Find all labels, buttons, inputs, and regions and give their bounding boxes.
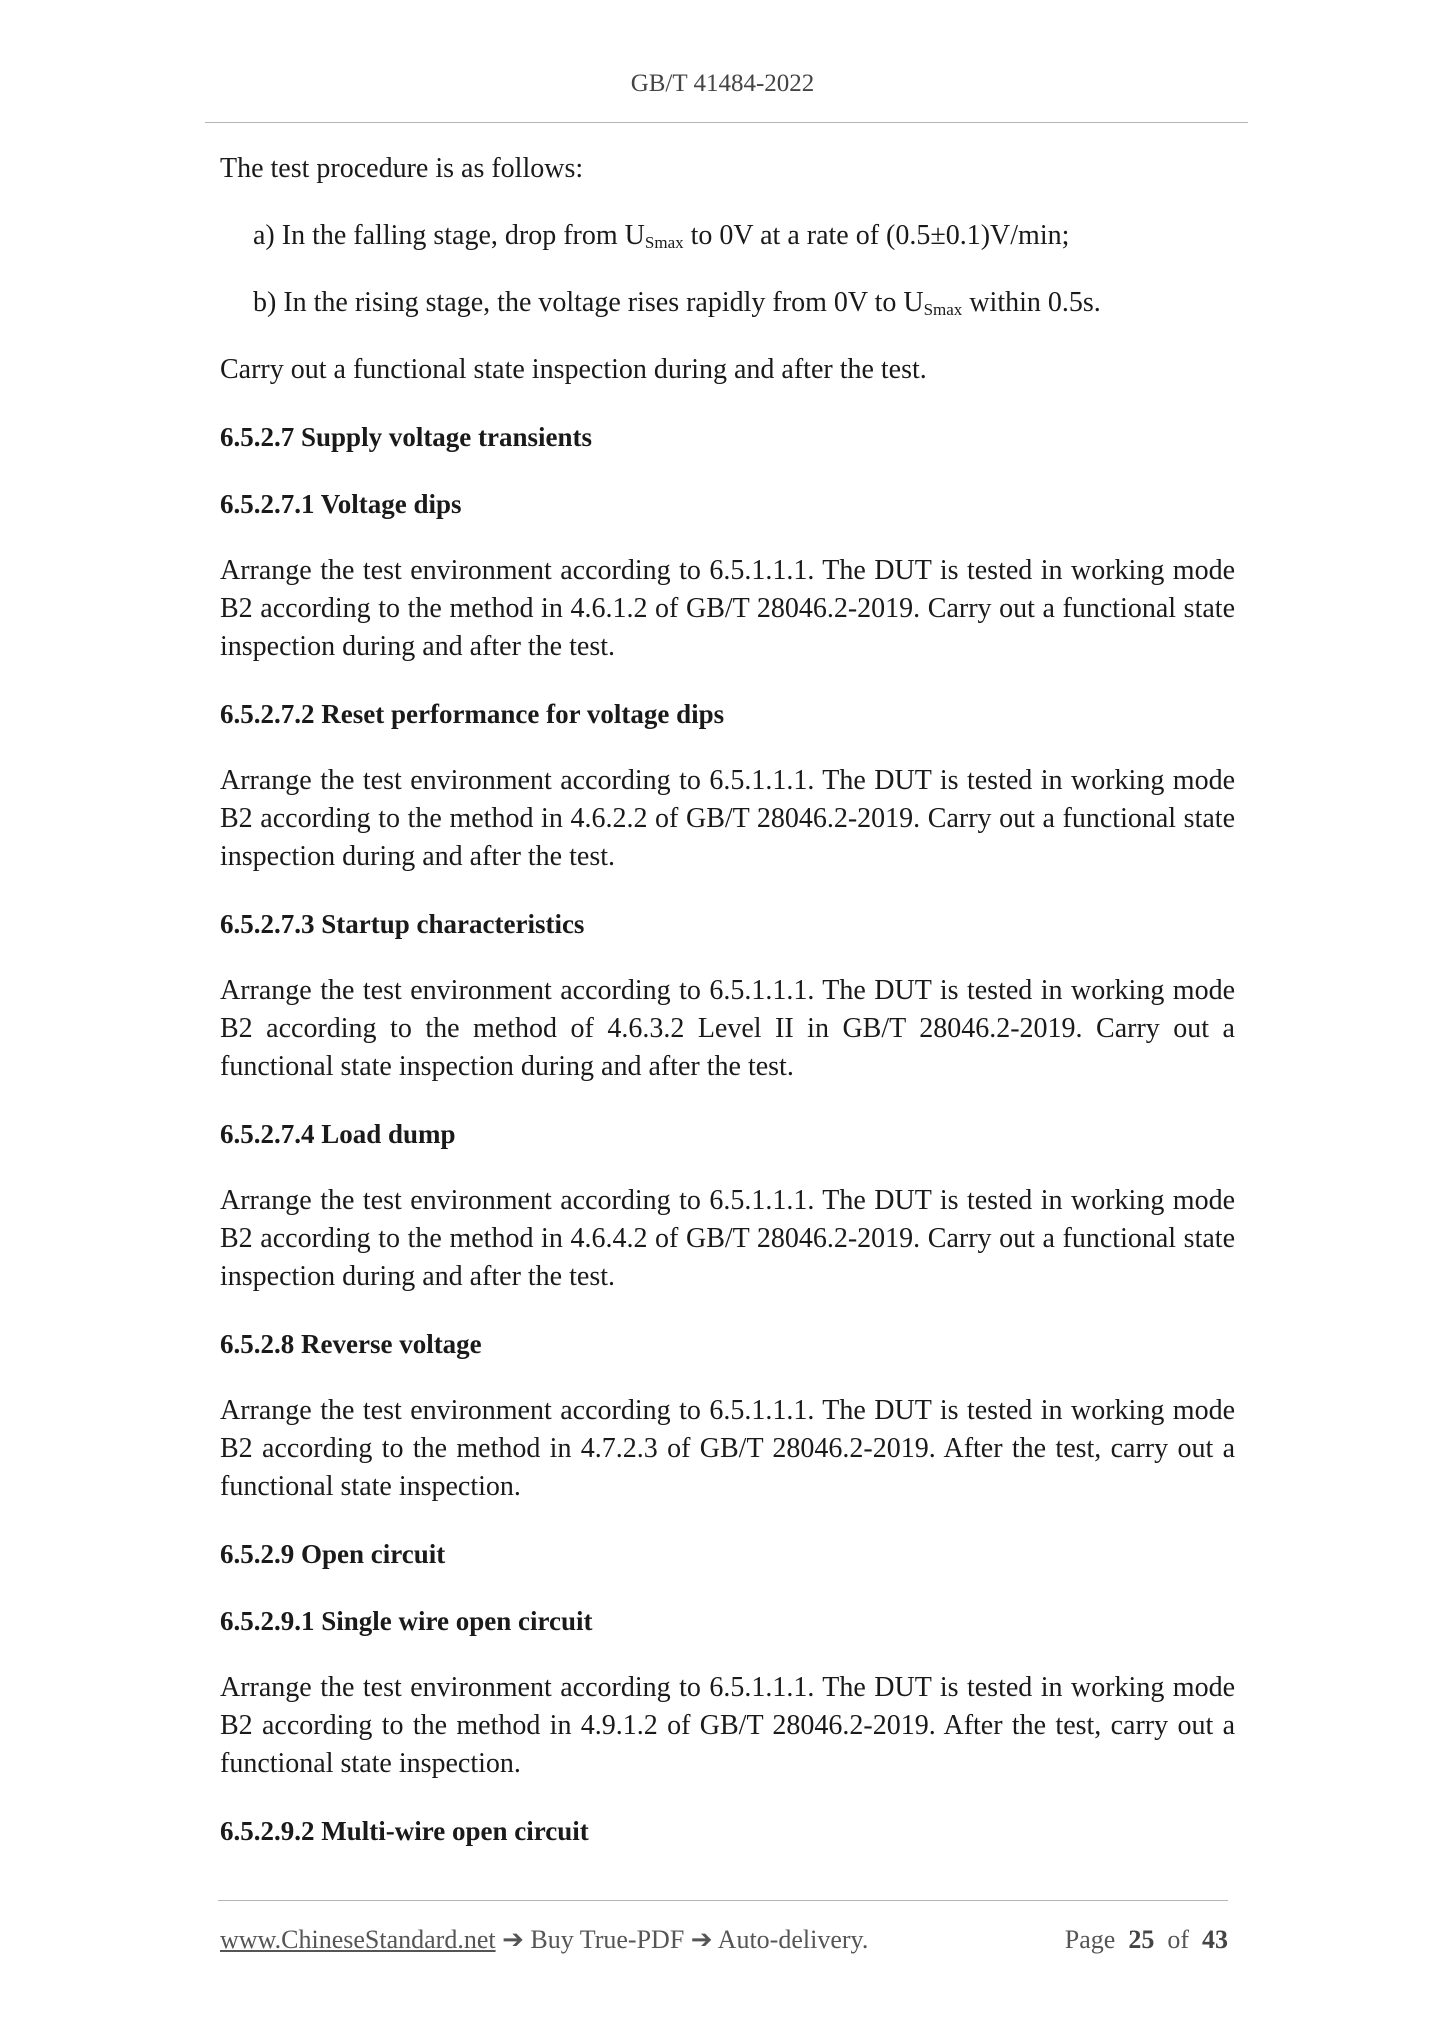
page-label: Page [1064,1925,1116,1954]
section-text: Arrange the test environment according to 6.5.1.1.1. The DUT is tested in working mode B2 according to the method in 4.6.1.2 of GB/T 28046.2-2019. Carry out a functional state inspection during and after the test. [220,555,1235,662]
website-link[interactable]: www.ChineseStandard.net [220,1925,496,1954]
page-content [220,150,1235,1879]
procedure-step-a: a) In the falling stage, drop from $U_{Smax}$ to 0V at a rate of (0.5±0.1)V/min; [253,220,1070,252]
of-label: of [1167,1925,1189,1954]
section-heading: 6.5.2.7.2 Reset performance for voltage dips [220,699,725,729]
delivery-text: Auto-delivery. [717,1925,869,1954]
page-number [1065,1923,1228,1957]
footer-divider [218,1900,1228,1901]
arrow-right-icon: ➔ [502,1925,524,1954]
inspection-note: Carry out a functional state inspection during and after the test. [220,354,927,385]
section-text: Arrange the test environment according to 6.5.1.1.1. The DUT is tested in working mode B2 according to the method in 4.6.4.2 of GB/T 28046.2-2019. Carry out a functional state inspection during and after the test. [220,1185,1235,1292]
section-heading: 6.5.2.9.1 Single wire open circuit [220,1606,593,1636]
arrow-right-icon: ➔ [690,1925,713,1954]
section-text: Arrange the test environment according to 6.5.1.1.1. The DUT is tested in working mode B2 according to the method in 4.6.2.2 of GB/T 28046.2-2019. Carry out a functional state inspection during and after the test. [220,765,1235,872]
header-divider [205,122,1248,123]
section-heading: 6.5.2.7.3 Startup characteristics [220,909,585,939]
total-pages: 43 [1202,1925,1228,1954]
section-heading: 6.5.2.8 Reverse voltage [220,1329,482,1359]
section-heading: 6.5.2.9 Open circuit [220,1539,446,1569]
buy-pdf-text: Buy True-PDF [530,1925,685,1954]
section-heading: 6.5.2.7 Supply voltage transients [220,422,593,452]
procedure-step-b: b) In the rising stage, the voltage rises rapidly from 0V to $U_{Smax}$ within 0.5s. [253,287,1101,319]
document-id-header: GB/T 41484-2022 [630,70,815,97]
footer-promo [220,1923,868,1957]
section-text: Arrange the test environment according to 6.5.1.1.1. The DUT is tested in working mode B2 according to the method in 4.9.1.2 of GB/T 28046.2-2019. After the test, carry out a functional state inspection. [220,1672,1235,1779]
section-text: Arrange the test environment according to 6.5.1.1.1. The DUT is tested in working mode B2 according to the method of 4.6.3.2 Level II in GB/T 28046.2-2019. Carry out a functional state inspection during and after the test. [220,975,1235,1082]
section-heading: 6.5.2.9.2 Multi-wire open circuit [220,1816,589,1846]
section-heading: 6.5.2.7.1 Voltage dips [220,489,462,519]
section-text: Arrange the test environment according to 6.5.1.1.1. The DUT is tested in working mode B2 according to the method in 4.7.2.3 of GB/T 28046.2-2019. After the test, carry out a functional state inspection. [220,1395,1235,1502]
section-heading: 6.5.2.7.4 Load dump [220,1119,456,1149]
intro-text: The test procedure is as follows: [220,153,584,184]
current-page: 25 [1128,1925,1155,1954]
